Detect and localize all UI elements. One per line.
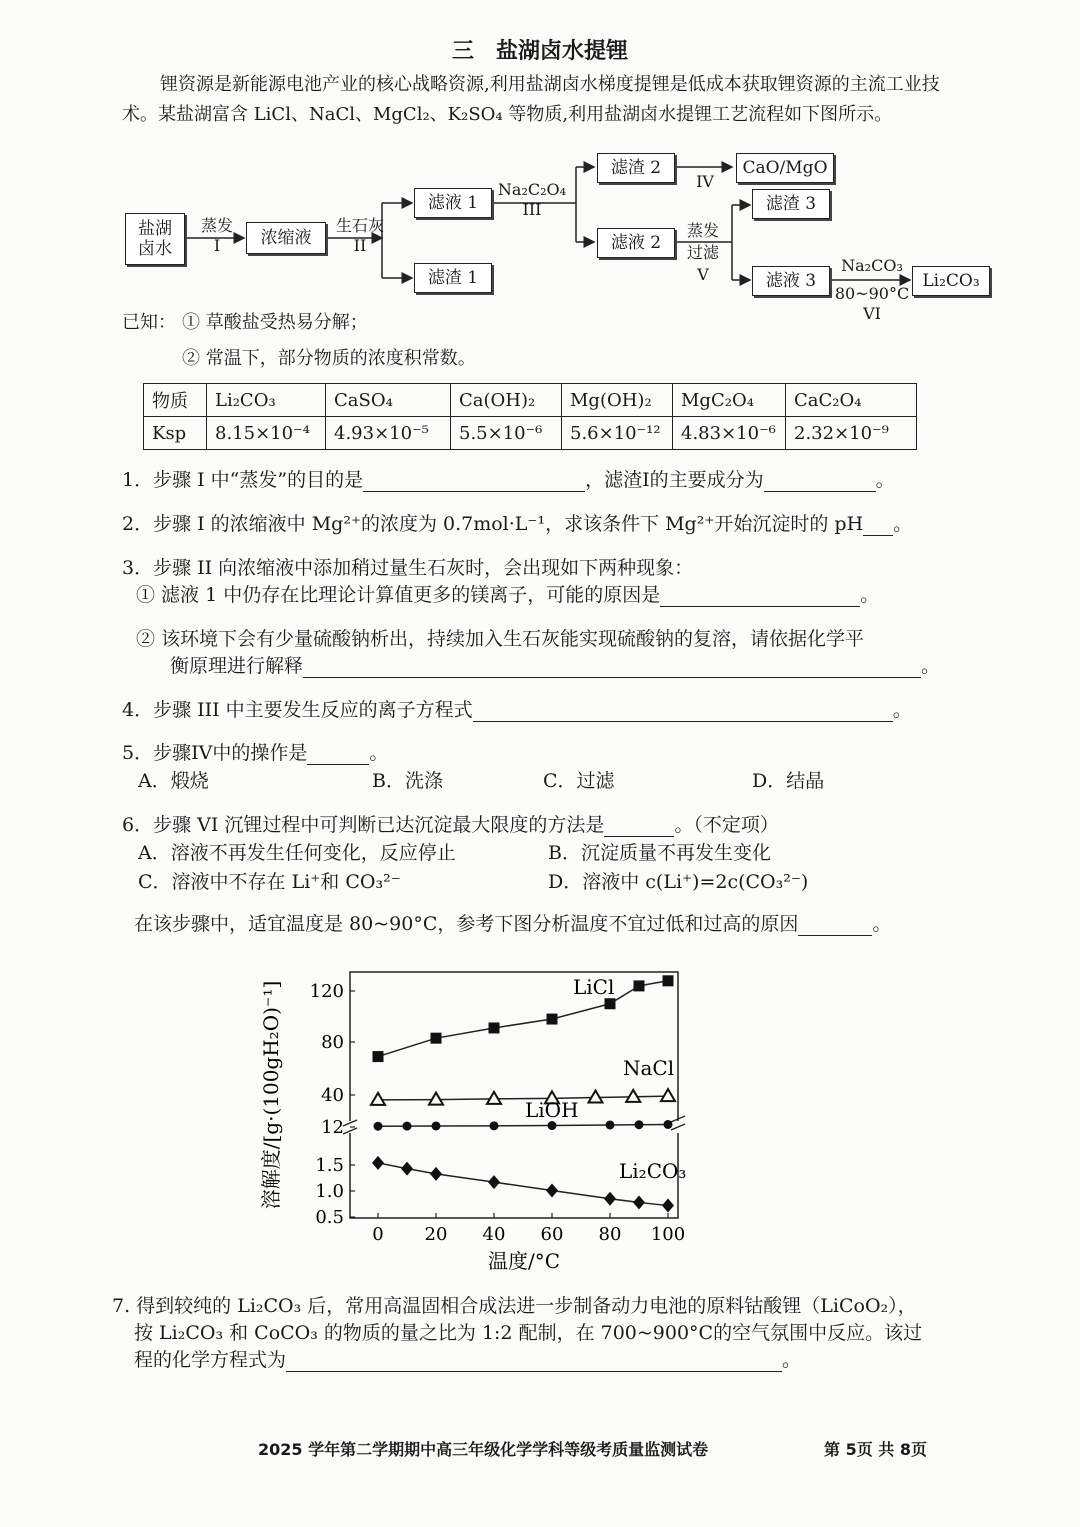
y-tick-label: 120 — [309, 981, 344, 1002]
flow-box-li2co3 — [912, 266, 990, 296]
x-tick-label: 40 — [482, 1224, 506, 1245]
ksp-header-cell: MgC₂O₄ — [673, 384, 786, 417]
data-point-diamond — [546, 1183, 558, 1197]
q5-option-a[interactable]: A．煅烧 — [138, 770, 209, 792]
flow-filtrate3-label: 滤液 3 — [765, 270, 817, 291]
data-point-circle — [635, 1120, 644, 1129]
data-point-square — [373, 1051, 384, 1062]
q6-option-b[interactable]: B．沉淀质量不再发生变化 — [548, 842, 771, 864]
flow-step6-condition: 80~90°C VI — [834, 284, 910, 323]
flow-box-residue1 — [414, 263, 492, 293]
flow-filtrate1-label: 滤液 1 — [427, 192, 479, 213]
flow-product4-label: CaO/MgO — [742, 157, 828, 178]
question-3-text: 。 — [921, 655, 941, 677]
series-label: LiCl — [573, 975, 615, 999]
ksp-value-cell: 2.32×10⁻⁹ — [786, 417, 917, 450]
question-3: 3．步骤 II 向浓缩液中添加稍过量生石灰时，会出现如下两种现象： — [122, 557, 694, 579]
flow-box-brine — [125, 213, 185, 265]
question-6-followup — [134, 912, 891, 936]
answer-blank[interactable] — [863, 517, 893, 536]
ksp-header-cell: Mg(OH)₂ — [562, 384, 673, 417]
answer-blank[interactable] — [660, 588, 860, 607]
data-point-diamond — [633, 1195, 645, 1209]
q5-option-c[interactable]: C．过滤 — [543, 770, 615, 792]
flow-step3-label: Na₂C₂O₄ III — [497, 180, 567, 219]
ksp-header-cell: 物质 — [144, 384, 207, 417]
flow-filtrate2-label: 滤液 2 — [610, 232, 662, 253]
flow-residue1-label: 滤渣 1 — [427, 267, 479, 288]
ksp-value-cell: 5.5×10⁻⁶ — [451, 417, 562, 450]
series-label: LiOH — [525, 1098, 579, 1122]
data-point-square — [663, 975, 674, 986]
section-title: 三 盐湖卤水提锂 — [451, 39, 628, 64]
data-point-circle — [374, 1122, 383, 1131]
ksp-table — [143, 383, 917, 450]
known-label: 已知： — [122, 312, 176, 333]
question-2 — [122, 512, 912, 536]
y-tick-label: 40 — [321, 1085, 344, 1106]
question-2-text: 。 — [893, 513, 913, 535]
question-1 — [122, 468, 895, 492]
data-point-triangle — [626, 1090, 640, 1102]
data-point-diamond — [401, 1162, 413, 1176]
flow-box-filtrate2 — [597, 228, 675, 258]
question-3-part-2: ② 该环境下会有少量硫酸钠析出，持续加入生石灰能实现硫酸钠的复溶，请依据化学平 — [136, 628, 865, 650]
series-line — [378, 981, 668, 1057]
data-point-square — [547, 1014, 558, 1025]
question-1-text: ，滤渣I的主要成分为 — [585, 469, 764, 491]
x-axis-label: 温度/°C — [487, 1249, 561, 1273]
flow-step2-label: 生石灰 II — [335, 216, 384, 255]
data-point-diamond — [430, 1167, 442, 1181]
flow-step5-label: 蒸发 过滤 V — [686, 221, 719, 284]
known-item-2: ② 常温下，部分物质的浓度积常数。 — [182, 348, 476, 369]
x-tick-label: 0 — [372, 1224, 384, 1245]
x-tick-label: 20 — [424, 1224, 448, 1245]
question-7-text: 。 — [782, 1349, 802, 1371]
question-6 — [122, 813, 779, 837]
answer-blank[interactable] — [764, 473, 876, 492]
flow-step1-label: 蒸发 I — [200, 216, 233, 255]
flow-residue3-label: 滤渣 3 — [765, 193, 817, 214]
ksp-value-cell: 8.15×10⁻⁴ — [207, 417, 326, 450]
series-line — [378, 1096, 668, 1100]
flow-step4-label: IV — [696, 172, 714, 191]
y-tick-label: 1.0 — [315, 1181, 344, 1202]
x-tick-label: 60 — [540, 1224, 564, 1245]
question-5-text: 。 — [369, 742, 389, 764]
x-tick-label: 80 — [598, 1224, 622, 1245]
q6-option-c[interactable]: C．溶液中不存在 Li⁺和 CO₃²⁻ — [138, 871, 401, 893]
data-point-circle — [664, 1120, 673, 1129]
answer-blank[interactable] — [286, 1353, 782, 1372]
question-6-text: 。 — [872, 913, 892, 935]
question-2-text: 2．步骤 I 的浓缩液中 Mg²⁺的浓度为 0.7mol·L⁻¹，求该条件下 Mg²⁺开始沉淀时的 pH — [122, 513, 864, 535]
data-point-circle — [548, 1121, 557, 1130]
flow-step6-reagent: Na₂CO₃ — [841, 256, 903, 275]
question-6-text: 。（不定项） — [674, 814, 779, 836]
flow-residue2-label: 滤渣 2 — [610, 157, 662, 178]
flow-box-filtrate1 — [414, 188, 492, 218]
data-point-diamond — [372, 1156, 384, 1170]
ksp-header-cell: CaSO₄ — [326, 384, 451, 417]
ksp-value-cell: Ksp — [144, 417, 207, 450]
question-7-line-3 — [134, 1348, 801, 1372]
series-label: NaCl — [623, 1056, 675, 1080]
question-3-text: ① 滤液 1 中仍存在比理论计算值更多的镁离子，可能的原因是 — [136, 584, 661, 606]
answer-blank[interactable] — [798, 917, 872, 936]
y-tick-label: 12 — [321, 1117, 344, 1138]
question-6-text: 6．步骤 VI 沉锂过程中可判断已达沉淀最大限度的方法是 — [122, 814, 605, 836]
question-5 — [122, 741, 388, 765]
y-axis-label: 溶解度/[g·(100gH₂O)⁻¹] — [259, 980, 283, 1210]
data-point-circle — [606, 1120, 615, 1129]
question-7-text: 程的化学方程式为 — [134, 1349, 287, 1371]
footer-exam-title: 2025 学年第二学期期中高三年级化学学科等级考质量监测试卷 — [258, 1440, 709, 1459]
ksp-value-cell: 4.93×10⁻⁵ — [326, 417, 451, 450]
answer-blank[interactable] — [303, 659, 921, 678]
data-point-triangle — [661, 1089, 675, 1101]
ksp-value-cell: 4.83×10⁻⁶ — [673, 417, 786, 450]
flow-brine-label: 盐湖 卤水 — [138, 218, 172, 259]
flow-box-cao-mgo — [736, 153, 834, 183]
y-tick-label: 80 — [321, 1032, 344, 1053]
question-3-part-1 — [136, 583, 879, 607]
question-7-line-1: 7. 得到较纯的 Li₂CO₃ 后，常用高温固相合成法进一步制备动力电池的原料钴酸锂（LiCoO₂）， — [112, 1295, 917, 1317]
q5-option-d[interactable]: D．结晶 — [752, 770, 825, 792]
question-1-text: 1．步骤 I 中“蒸发”的目的是 — [122, 469, 364, 491]
answer-blank[interactable] — [473, 703, 893, 722]
question-7-line-2: 按 Li₂CO₃ 和 CoCO₃ 的物质的量之比为 1:2 配制，在 700~900°C的空气氛围中反应。该过 — [134, 1322, 923, 1344]
question-4-text: 4．步骤 III 中主要发生反应的离子方程式 — [122, 699, 473, 721]
y-tick-label: 0.5 — [315, 1207, 344, 1228]
data-point-triangle — [371, 1093, 385, 1105]
data-point-square — [634, 980, 645, 991]
ksp-header-cell: Li₂CO₃ — [207, 384, 326, 417]
intro-paragraph: 锂资源是新能源电池产业的核心战略资源,利用盐湖卤水梯度提锂是低成本获取锂资源的主流工业技术。某盐湖富含 LiCl、NaCl、MgCl₂、K₂SO₄ 等物质,利用盐湖卤水提锂工艺流程如下图所示。 — [122, 74, 940, 125]
question-4-text: 。 — [892, 699, 912, 721]
question-3-text: 。 — [860, 584, 880, 606]
solubility-chart — [245, 960, 705, 1280]
data-point-triangle — [589, 1091, 603, 1103]
footer-page-number: 第 5页 共 8页 — [824, 1440, 927, 1459]
data-point-circle — [403, 1122, 412, 1131]
data-point-square — [605, 998, 616, 1009]
ksp-value-row — [144, 417, 917, 450]
data-point-diamond — [488, 1175, 500, 1189]
data-point-circle — [490, 1121, 499, 1130]
question-1-text: 。 — [875, 469, 895, 491]
flow-product-label: Li₂CO₃ — [922, 270, 980, 291]
answer-blank[interactable] — [604, 818, 674, 837]
x-tick-label: 100 — [650, 1224, 686, 1245]
y-tick-label: 1.5 — [315, 1155, 344, 1176]
flow-box-concentrate — [246, 222, 326, 254]
ksp-header-row — [144, 384, 917, 417]
data-point-diamond — [662, 1199, 674, 1213]
answer-blank[interactable] — [363, 473, 585, 492]
question-5-text: 5．步骤IV中的操作是 — [122, 742, 308, 764]
flow-concentrate-label: 浓缩液 — [260, 227, 312, 248]
data-point-diamond — [604, 1192, 616, 1206]
flow-box-residue3 — [752, 189, 830, 219]
question-4 — [122, 698, 912, 722]
data-point-square — [489, 1022, 500, 1033]
ksp-value-cell: 5.6×10⁻¹² — [562, 417, 673, 450]
question-3-text: 衡原理进行解释 — [170, 655, 304, 677]
question-3-part-2-cont — [170, 654, 940, 678]
known-item-1: ① 草酸盐受热易分解； — [182, 312, 368, 333]
series-line — [378, 1124, 668, 1126]
q5-option-b[interactable]: B．洗涤 — [372, 770, 443, 792]
answer-blank[interactable] — [307, 746, 369, 765]
data-point-triangle — [487, 1092, 501, 1104]
ksp-header-cell: CaC₂O₄ — [786, 384, 917, 417]
q6-option-d[interactable]: D．溶液中 c(Li⁺)=2c(CO₃²⁻) — [548, 871, 809, 893]
q6-option-a[interactable]: A．溶液不再发生任何变化，反应停止 — [138, 842, 456, 864]
data-point-circle — [432, 1121, 441, 1130]
flow-box-residue2 — [597, 153, 675, 183]
flow-box-filtrate3 — [752, 266, 830, 296]
data-point-triangle — [429, 1093, 443, 1105]
data-point-square — [431, 1033, 442, 1044]
ksp-header-cell: Ca(OH)₂ — [451, 384, 562, 417]
question-6-text: 在该步骤中，适宜温度是 80~90°C，参考下图分析温度不宜过低和过高的原因 — [134, 913, 799, 935]
series-label: Li₂CO₃ — [619, 1159, 687, 1183]
